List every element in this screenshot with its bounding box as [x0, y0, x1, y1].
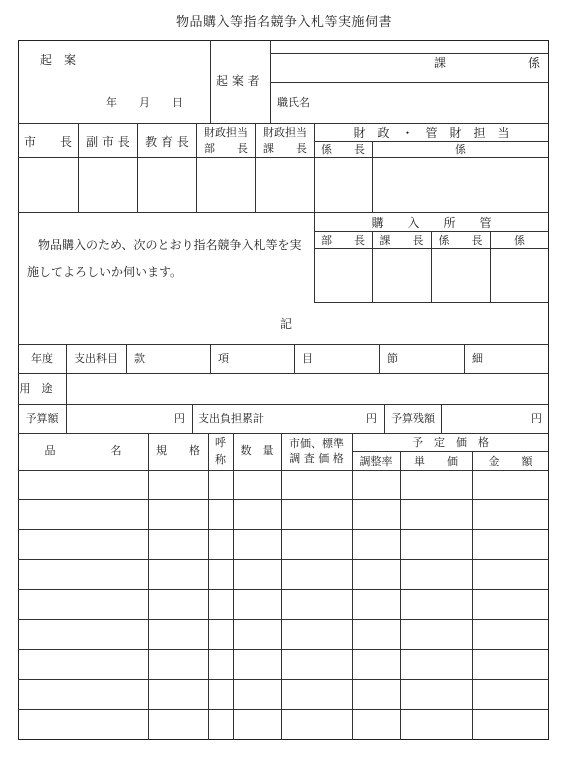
- rule: [18, 470, 549, 471]
- rule: [18, 529, 549, 530]
- rule: [208, 433, 209, 740]
- purchase-request-text: 施してよろしいか伺います。: [27, 265, 183, 279]
- rule: [352, 433, 353, 740]
- kakari-label: 係: [528, 56, 541, 70]
- rule: [18, 649, 549, 650]
- kikaku-label: 規 格: [156, 444, 200, 457]
- tanka-label: 単 価: [414, 455, 458, 468]
- kakaricho-label: 係 長: [321, 143, 365, 156]
- bucho-label: 部 長: [321, 234, 365, 247]
- rule: [18, 123, 549, 124]
- koshou-label: 呼: [215, 436, 226, 449]
- yotei-kakaku-label: 予 定 価 格: [412, 436, 489, 449]
- rule: [18, 709, 549, 710]
- kacho-label: 課 長: [379, 234, 424, 247]
- rule: [294, 344, 295, 373]
- rule: [18, 404, 549, 405]
- kan-label: 款: [134, 352, 145, 365]
- yen-label: 円: [531, 412, 542, 425]
- rule: [18, 499, 549, 500]
- kakari-label: 係: [455, 143, 466, 156]
- kounyu-shokan-label: 購 入 所 管: [371, 216, 492, 230]
- fukushicho-label: 副 市 長: [86, 135, 130, 149]
- rule: [270, 82, 549, 83]
- kingaku-label: 金 額: [488, 455, 533, 468]
- shika-label: 調 査 価 格: [289, 452, 344, 465]
- rule: [314, 141, 549, 142]
- shishutsu-kamoku-label: 支出科目: [74, 352, 118, 365]
- document-title: 物品購入等指名競争入札等実施伺書: [175, 15, 392, 30]
- rule: [18, 559, 549, 560]
- kian-label: 起 案: [40, 53, 77, 67]
- nendo-label: 年度: [31, 352, 53, 365]
- kanzai-tanto-label: 財 政 ・ 管 財 担 当: [353, 126, 510, 140]
- rule: [210, 40, 211, 123]
- bucho-label: 部 長: [204, 142, 248, 155]
- yosangaku-label: 予算額: [25, 412, 59, 425]
- kacho-label: 課 長: [263, 142, 307, 155]
- rule: [281, 433, 282, 740]
- yen-label: 円: [174, 412, 185, 425]
- rule: [18, 589, 549, 590]
- rule: [441, 404, 442, 433]
- rule: [400, 451, 401, 740]
- rule: [18, 433, 549, 434]
- shishutsu-futan-label: 支出負担累計: [198, 412, 264, 425]
- rule: [233, 433, 234, 740]
- sai-label: 細: [472, 352, 483, 365]
- kakaricho-label: 係 長: [438, 234, 483, 247]
- kyoikucho-label: 教 育 長: [145, 135, 189, 149]
- moku-label: 目: [302, 352, 313, 365]
- zaisei-tanto-label: 財政担当: [204, 126, 248, 139]
- purchase-request-text: 物品購入のため、次のとおり指名競争入札等を実: [38, 238, 302, 252]
- rule: [352, 451, 549, 452]
- kou-label: 項: [218, 352, 229, 365]
- rule: [148, 433, 149, 740]
- rule: [18, 373, 549, 374]
- rule: [66, 404, 67, 433]
- rule: [472, 451, 473, 740]
- yen-label: 円: [366, 412, 377, 425]
- rule: [210, 344, 211, 373]
- shika-label: 市価、標準: [289, 437, 344, 450]
- rule: [18, 212, 549, 213]
- rule: [379, 344, 380, 373]
- youto-label: 用 途: [19, 382, 53, 395]
- rule: [270, 40, 271, 123]
- rule: [18, 679, 549, 680]
- rule: [18, 619, 549, 620]
- date-label: 年 月 日: [106, 96, 183, 109]
- rule: [314, 302, 549, 303]
- rule: [192, 404, 193, 433]
- kiansha-label: 起 案 者: [216, 74, 260, 88]
- shokushimei-label: 職氏名: [277, 96, 310, 109]
- kakari-label: 係: [514, 234, 525, 247]
- rule: [270, 53, 549, 54]
- shicho-label: 市 長: [23, 135, 72, 149]
- rule: [18, 157, 549, 158]
- rule: [66, 373, 67, 404]
- setsu-label: 節: [387, 352, 398, 365]
- rule: [464, 344, 465, 373]
- ki-label: 記: [280, 317, 293, 331]
- suryo-label: 数 量: [240, 444, 274, 457]
- koshou-label: 称: [215, 453, 226, 466]
- yosan-zangaku-label: 予算残額: [391, 412, 435, 425]
- chouseiritsu-label: 調整率: [359, 455, 393, 468]
- ka-label: 課: [434, 56, 447, 70]
- zaisei-tanto-label: 財政担当: [263, 126, 307, 139]
- hinmei-label: 品 名: [44, 444, 122, 457]
- rule: [18, 344, 549, 345]
- rule: [126, 344, 127, 373]
